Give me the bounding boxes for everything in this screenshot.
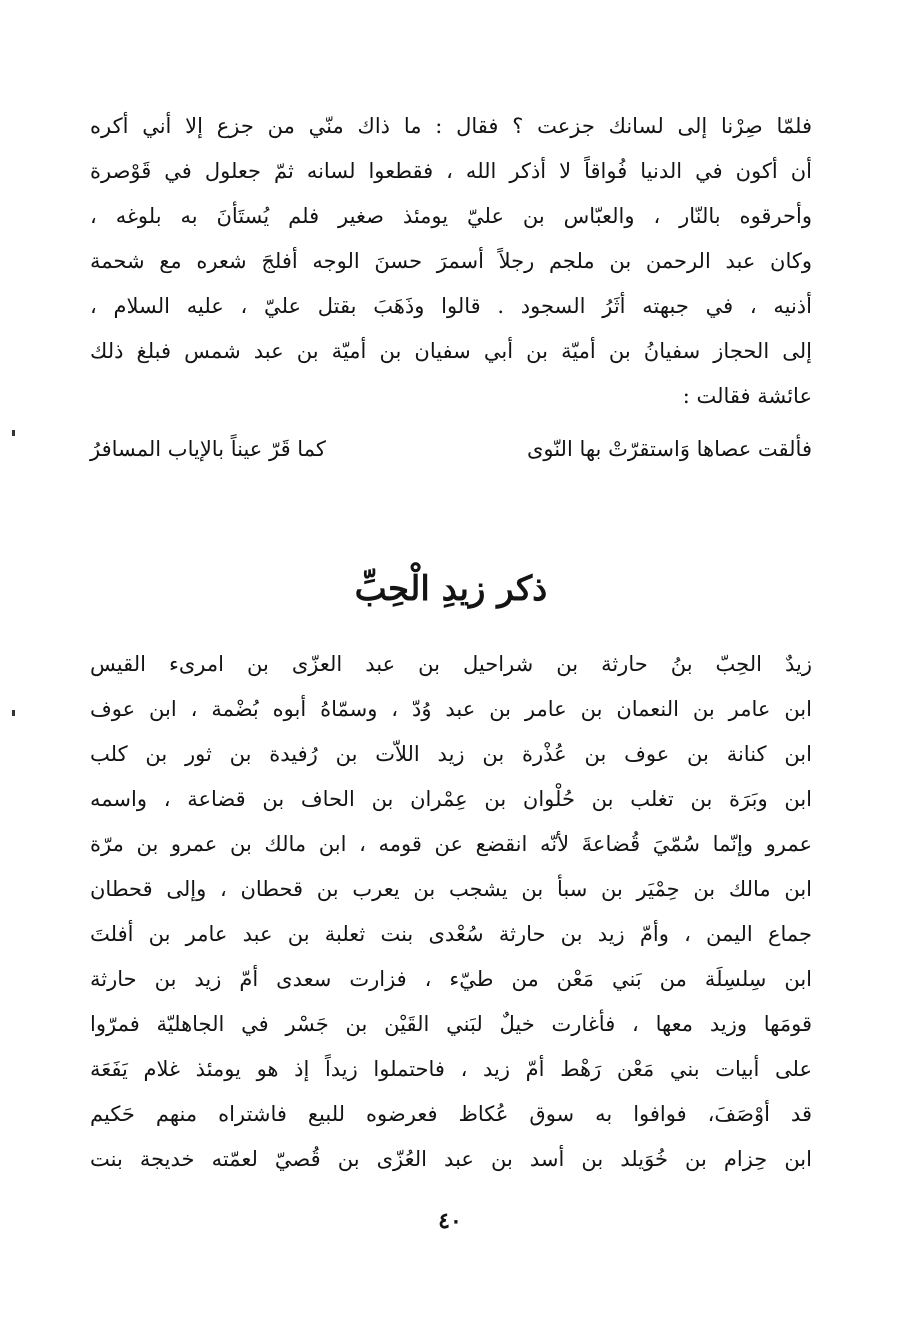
verse-first-hemistich: فألقت عصاها وَاستقرّتْ بها النّوى [526, 437, 812, 461]
text-line: وأحرقوه بالنّار ، والعبّاس بن عليّ يومئذ صغير فلم يُستَأنَ به بلوغه ، [90, 204, 812, 228]
scan-speck [12, 430, 15, 436]
page-text [90, 104, 812, 1182]
text-line: إلى الحجاز سفيانُ بن أميّة بن أبي سفيان بن أميّة بن عبد شمس فبلغ ذلك [90, 339, 812, 363]
page-number: ٤٠ [438, 1208, 462, 1234]
section-heading: ذكر زيدِ الْحِبِّ [354, 569, 548, 609]
text-line: فلمّا صِرْنا إلى لسانك جزعت ؟ فقال : ما ذاك منّي من جزع إلا أني أكره [90, 114, 812, 138]
paragraph-zayd [90, 642, 812, 1182]
text-line: قد أوْصَفَ، فوافوا به سوق عُكاظ فعرضوه للبيع فاشتراه منهم حَكيم [90, 1102, 812, 1126]
text-line: ابن مالك بن حِمْيَر بن سبأ بن يشجب بن يعرب بن قحطان ، وإلى قحطان [90, 877, 812, 901]
paragraph-intro [90, 104, 812, 419]
text-line: أذنيه ، في جبهته أثَرُ السجود . قالوا وذَهَبَ بقتل عليّ ، عليه السلام ، [90, 294, 812, 318]
text-line: ابن حِزام بن خُوَيلد بن أسد بن عبد العُزّى بن قُصيّ لعمّته خديجة بنت [90, 1147, 812, 1171]
text-line: ابن عامر بن النعمان بن عامر بن عبد وُدّ ، وسمّاهُ أبوه بُضْمة ، ابن عوف [90, 697, 812, 721]
scan-speck [12, 710, 15, 716]
text-line: ابن وبَرَة بن تغلب بن حُلْوان بن عِمْران بن الحاف بن قضاعة ، واسمه [90, 787, 812, 811]
text-line: عمرو وإنّما سُمّيَ قُضاعةَ لأنّه انقضع عن قومه ، ابن مالك بن عمرو بن مرّة [90, 832, 812, 856]
verse-second-hemistich: كما قَرّ عيناً بالإياب المسافرُ [90, 437, 326, 461]
text-line: وكان عبد الرحمن بن ملجم رجلاً أسمرَ حسنَ الوجه أفلجَ شعره مع شحمة [90, 249, 812, 273]
text-line: أن أكون في الدنيا فُواقاً لا أذكر الله ، فقطعوا لسانه ثمّ جعلول في قَوْصرة [90, 159, 812, 183]
text-line: عائشة فقالت : [682, 384, 812, 408]
text-line: ابن كنانة بن عوف بن عُذْرة بن زيد اللاّت بن رُفيدة بن ثور بن كلب [90, 742, 812, 766]
text-line: ابن سِلسِلَة من بَني مَعْن من طيّء ، فزارت سعدى أمّ زيد بن حارثة [90, 967, 812, 991]
text-line: جماع اليمن ، وأمّ زيد بن حارثة سُعْدى بنت ثعلبة بن عبد عامر بن أفلتَ [90, 922, 812, 946]
text-line: قومَها وزيد معها ، فأغارت خيلٌ لبَني القَيْن بن جَسْر في الجاهليّة فمرّوا [90, 1012, 812, 1036]
text-line: على أبيات بني مَعْن رَهْط أمّ زيد ، فاحتملوا زيداً إذ هو يومئذ غلام يَفَعَة [90, 1057, 812, 1081]
poetry-verse [90, 427, 812, 472]
text-line: زيدٌ الحِبّ بنُ حارثة بن شراحيل بن عبد العزّى بن امرىء القيس [90, 652, 812, 676]
